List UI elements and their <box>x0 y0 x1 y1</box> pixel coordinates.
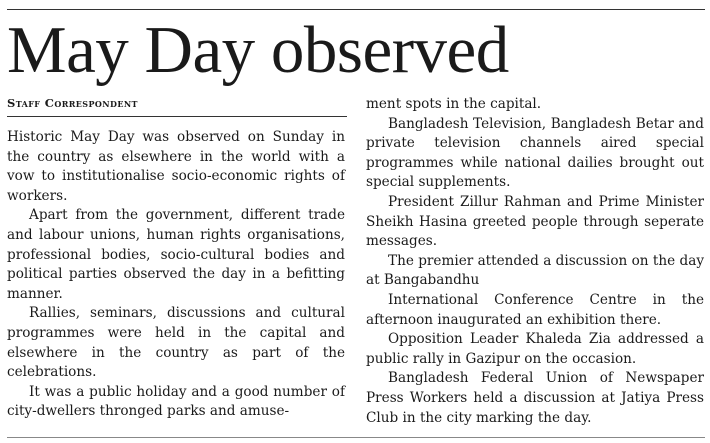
paragraph: Historic May Day was observed on Sunday in the country as elsewhere in the world with a vow to institutionalise socio-economic rights of workers. <box>7 129 345 204</box>
headline: May Day observed <box>7 13 509 87</box>
paragraph: The premier attended a discussion on the day at Bangabandhu <box>366 252 704 289</box>
article-column-2 <box>366 95 704 428</box>
byline: Staff Correspondent <box>7 96 138 110</box>
paragraph: Bangladesh Television, Bangladesh Betar and private television channels aired special programmes while national dailies brought out special supplements. <box>366 115 704 191</box>
paragraph: President Zillur Rahman and Prime Minister Sheikh Hasina greeted people through seperate messages. <box>366 193 704 250</box>
paragraph: Rallies, seminars, discussions and cultural programmes were held in the capital and elsewhere in the country as part of the celebrations. <box>7 305 345 381</box>
byline-rule <box>7 116 347 117</box>
paragraph: It was a public holiday and a good number of city-dwellers thronged parks and amuse- <box>7 383 345 420</box>
bottom-rule <box>7 437 705 438</box>
paragraph: Bangladesh Federal Union of Newspaper Press Workers held a discussion at Jatiya Press Club in the city marking the day. <box>366 370 704 426</box>
paragraph: ment spots in the capital. <box>366 96 542 112</box>
article-column-1 <box>7 128 345 422</box>
paragraph: International Conference Centre in the afternoon inaugurated an exhibition there. <box>366 291 704 328</box>
paragraph: Apart from the government, different trade and labour unions, human rights organisations, professional bodies, socio-cultural bodies and political parties observed the day in a befitting manner. <box>7 207 345 302</box>
paragraph: Opposition Leader Khaleda Zia addressed a public rally in Gazipur on the occasion. <box>366 331 704 367</box>
top-rule <box>7 9 705 10</box>
